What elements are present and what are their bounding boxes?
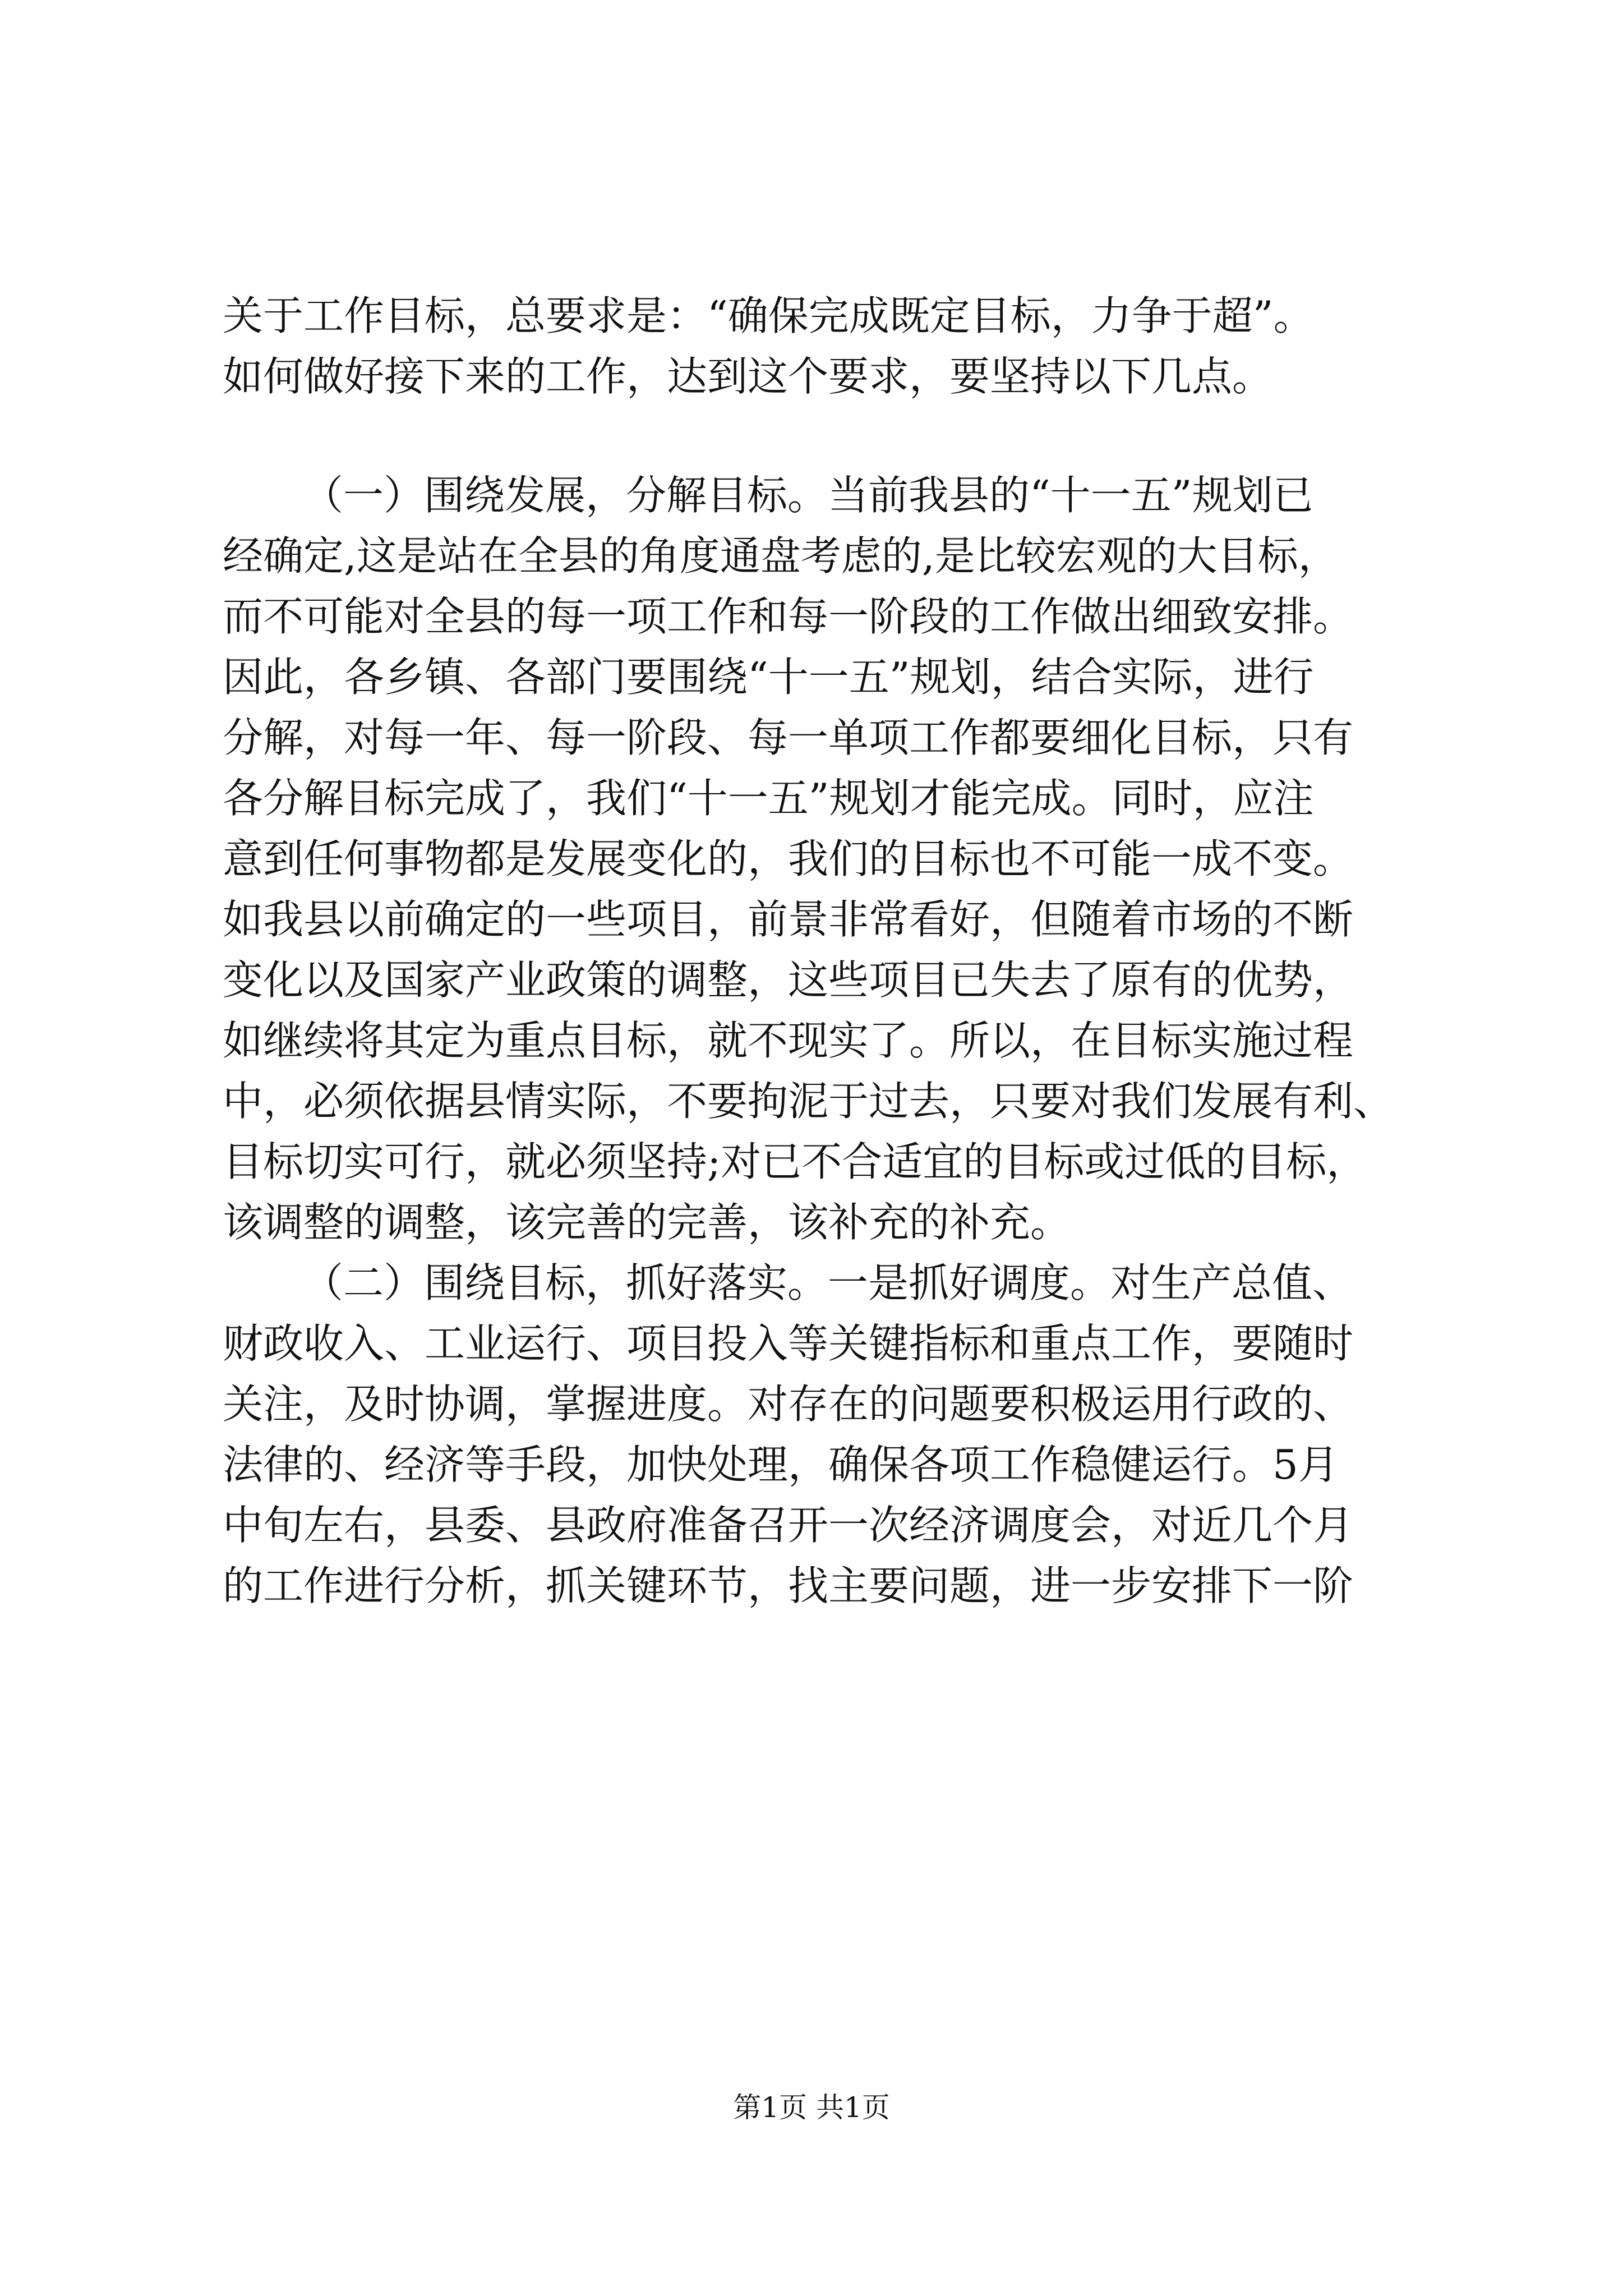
paragraph-2-first-line: （二）围绕目标，抓好落实。一是抓好调度。对生产总值、 [303, 1259, 1353, 1306]
text-line: 如继续将其定为重点目标，就不现实了。所以，在目标实施过程 [223, 1017, 1354, 1064]
text-line: 目标切实可行，就必须坚持;对已不合适宜的目标或过低的目标， [223, 1138, 1367, 1185]
paragraph-1-first-line: （一）围绕发展，分解目标。当前我县的“十一五”规划已 [303, 472, 1313, 519]
text-line: 经确定,这是站在全县的角度通盘考虑的,是比较宏观的大目标， [223, 532, 1339, 579]
text-line: 分解，对每一年、每一阶段、每一单项工作都要细化目标，只有 [223, 714, 1354, 761]
text-line: 变化以及国家产业政策的调整，这些项目已失去了原有的优势， [223, 956, 1354, 1004]
text-line: 如何做好接下来的工作，达到这个要求，要坚持以下几点。 [223, 353, 1273, 400]
text-line: 中，必须依据县情实际，不要拘泥于过去，只要对我们发展有利、 [223, 1078, 1394, 1125]
text-line: 该调整的调整，该完善的完善，该补充的补充。 [223, 1199, 1071, 1246]
text-line: 关注，及时协调，掌握进度。对存在的问题要积极运用行政的、 [223, 1381, 1354, 1428]
text-line: 关于工作目标，总要求是：“确保完成既定目标，力争于超”。 [223, 292, 1314, 339]
page-number-footer: 第1页 共1页 [733, 2091, 890, 2124]
text-line: 如我县以前确定的一些项目，前景非常看好，但随着市场的不断 [223, 896, 1354, 943]
text-line: 各分解目标完成了，我们“十一五”规划才能完成。同时，应注 [223, 775, 1314, 822]
text-line: 因此，各乡镇、各部门要围绕“十一五”规划，结合实际，进行 [223, 654, 1314, 701]
text-line: 法律的、经济等手段，加快处理，确保各项工作稳健运行。5月 [223, 1441, 1339, 1488]
text-line: 而不可能对全县的每一项工作和每一阶段的工作做出细致安排。 [223, 593, 1354, 640]
text-line: 中旬左右，县委、县政府准备召开一次经济调度会，对近几个月 [223, 1502, 1354, 1549]
text-line: 意到任何事物都是发展变化的，我们的目标也不可能一成不变。 [223, 835, 1354, 882]
text-line: 财政收入、工业运行、项目投入等关键指标和重点工作，要随时 [223, 1320, 1354, 1367]
text-line: 的工作进行分析，抓关键环节，找主要问题，进一步安排下一阶 [223, 1562, 1354, 1609]
